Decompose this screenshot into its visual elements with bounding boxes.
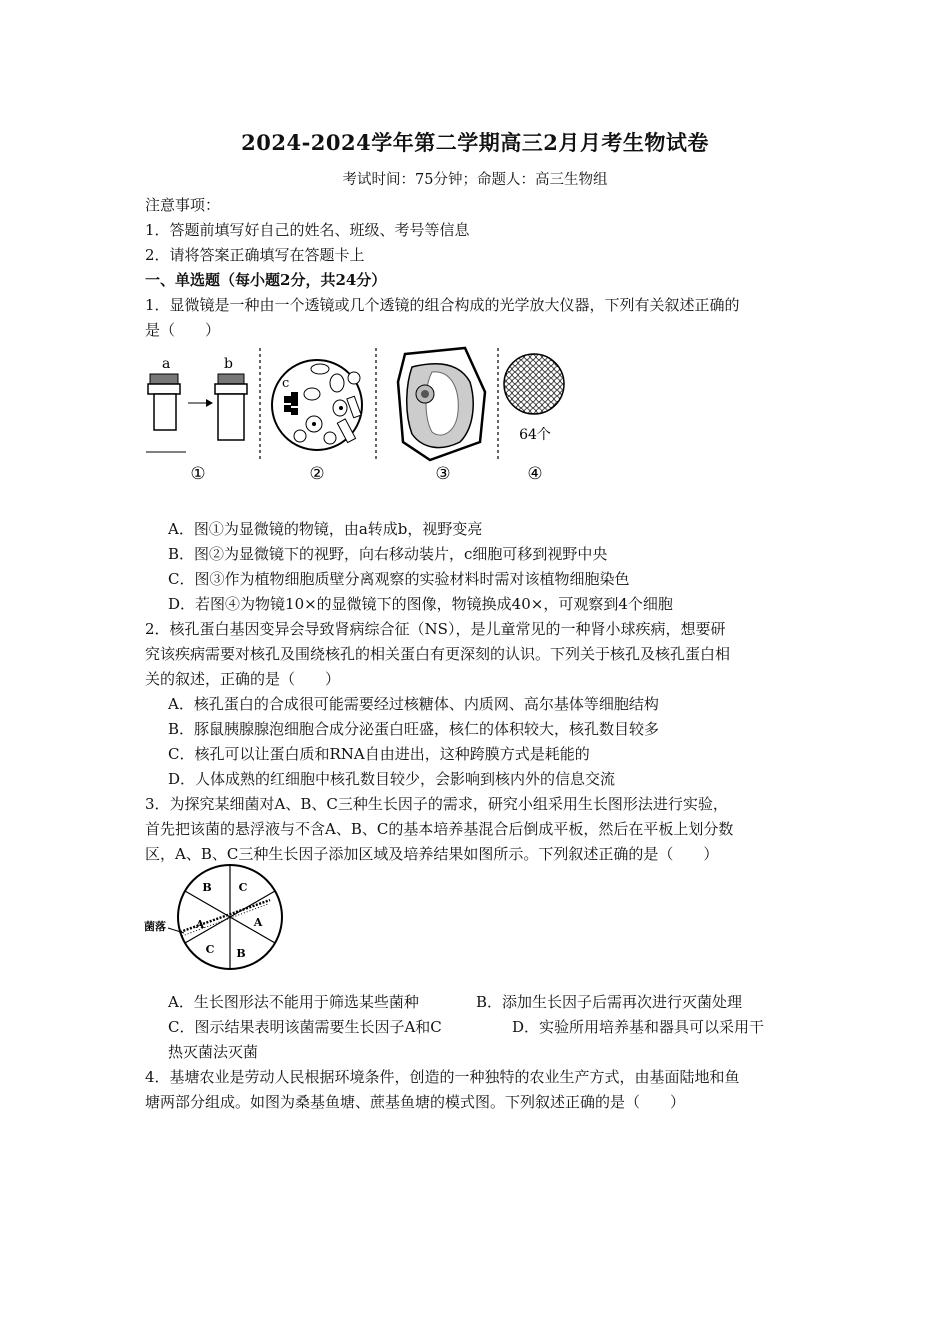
field-of-view-figure [272,348,376,484]
q1-stem-line-1: 1．显微镜是一种由一个透镜或几个透镜的组合构成的光学放大仪器，下列有关叙述正确的 [145,296,740,314]
q3-stem-line-3: 区，A、B、C三种生长因子添加区域及培养结果如图所示。下列叙述正确的是（ ） [145,845,719,863]
q1-option-d: D．若图④为物镜10×的显微镜下的图像，物镜换成40×，可观察到4个细胞 [168,595,673,613]
exam-subtitle: 考试时间：75分钟；命题人：高三生物组 [342,172,608,188]
section-heading: 一、单选题（每小题2分，共24分） [145,271,387,289]
panel-label-3: ③ [435,464,451,484]
notice-item-2: 2．请将答案正确填写在答题卡上 [145,246,365,264]
sector-label-c-bottom: C [205,943,215,956]
panel-label-4: ④ [527,464,543,484]
q1-option-b: B．图②为显微镜下的视野，向右移动装片，c细胞可移到视野中央 [168,545,608,563]
q3-option-d: D．实验所用培养基和器具可以采用干 [512,1018,765,1036]
sector-label-b-bottom: B [236,947,246,960]
q2-option-a: A．核孔蛋白的合成很可能需要经过核糖体、内质网、高尔基体等细胞结构 [168,695,659,713]
q3-plate-figure [140,860,300,975]
q1-option-a: A．图①为显微镜的物镜，由a转成b，视野变亮 [168,520,483,538]
cell-count-label: 64个 [519,427,551,443]
q4-stem-line-1: 4．基塘农业是劳动人民根据环境条件，创造的一种独特的农业生产方式，由基面陆地和鱼 [145,1068,740,1086]
q2-stem-line-1: 2．核孔蛋白基因变异会导致肾病综合征（NS），是儿童常见的一种肾小球疾病，想要研 [145,620,726,638]
q3-option-a: A．生长图形法不能用于筛选某些菌种 [168,993,419,1011]
q3-stem-line-2: 首先把该菌的悬浮液与不含A、B、C的基本培养基混合后倒成平板，然后在平板上划分数 [145,820,734,838]
panel-label-1: ① [190,464,206,484]
sector-label-c-top: C [238,881,248,894]
fig-label-c: c [282,376,290,391]
colony-label: 菌落 [144,920,166,933]
plant-cell-figure [398,348,498,484]
q2-option-b: B．豚鼠胰腺腺泡细胞合成分泌蛋白旺盛，核仁的体积较大，核孔数目较多 [168,720,660,738]
notice-heading: 注意事项： [145,196,221,214]
q3-stem-line-1: 3．为探究某细菌对A、B、C三种生长因子的需求，研究小组采用生长图形法进行实验， [145,795,728,813]
page-title: 2024-2024学年第二学期高三2月月考生物试卷 [241,130,709,155]
sector-label-a-right: A [253,916,263,929]
q2-option-c: C．核孔可以让蛋白质和RNA自由进出，这种跨膜方式是耗能的 [168,745,590,763]
q1-option-c: C．图③作为植物细胞质壁分离观察的实验材料时需对该植物细胞染色 [168,570,630,588]
q3-option-d-continued: 热灭菌法灭菌 [168,1043,259,1061]
q4-stem-line-2: 塘两部分组成。如图为桑基鱼塘、蔗基鱼塘的模式图。下列叙述正确的是（ ） [145,1093,686,1111]
sector-label-a-left: A [195,918,205,931]
fig-label-a: a [162,356,171,372]
q1-figure [140,342,590,492]
q2-stem-line-2: 究该疾病需要对核孔及围绕核孔的相关蛋白有更深刻的认识。下列关于核孔及核孔蛋白相 [145,645,731,663]
q2-stem-line-3: 关的叙述，正确的是（ ） [145,670,341,688]
panel-label-2: ② [309,464,325,484]
dense-cells-figure [504,354,564,484]
q1-stem-line-2: 是（ ） [145,321,221,339]
q3-option-b: B．添加生长因子后需再次进行灭菌处理 [476,993,743,1011]
fig-label-b: b [224,356,233,372]
q2-option-d: D．人体成熟的红细胞中核孔数目较少，会影响到核内外的信息交流 [168,770,616,788]
sector-label-b-top: B [202,881,212,894]
objective-lens-figure [146,348,260,484]
notice-item-1: 1．答题前填写好自己的姓名、班级、考号等信息 [145,221,470,239]
q3-option-c: C．图示结果表明该菌需要生长因子A和C [168,1018,442,1036]
